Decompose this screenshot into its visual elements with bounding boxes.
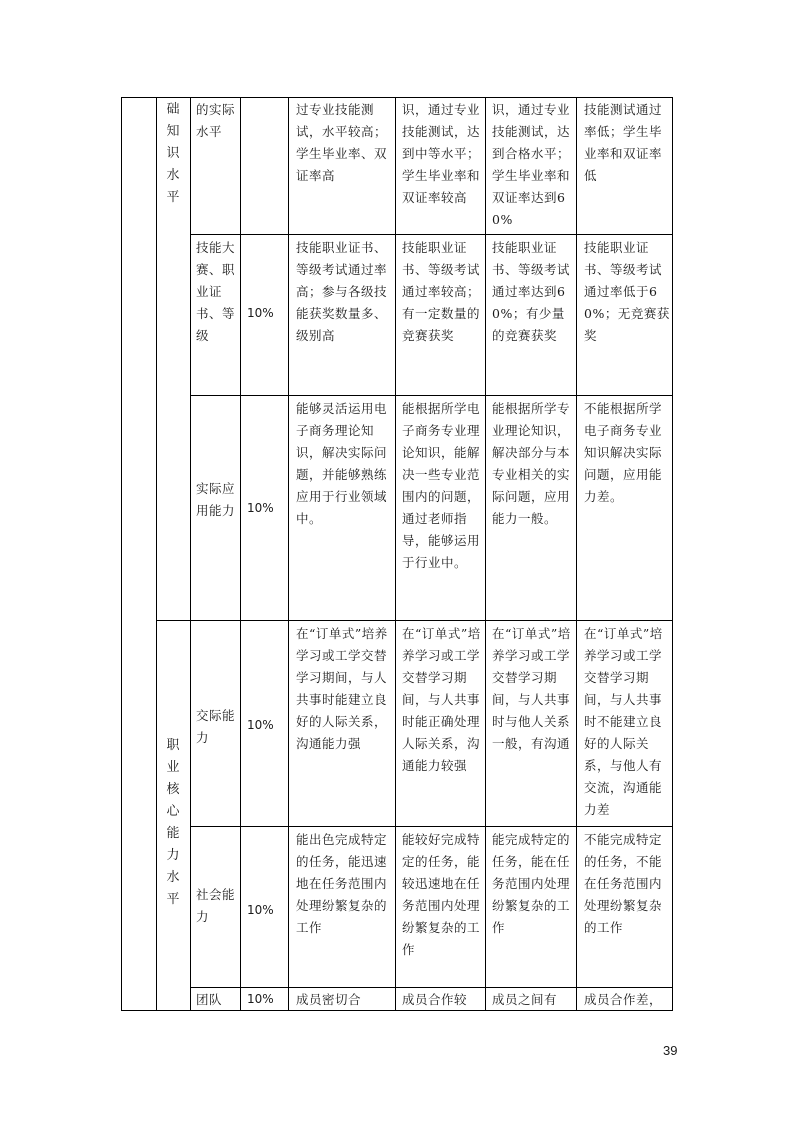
category-cell: 础知识水平 [166, 102, 180, 205]
good-cell: 技能职业证书、等级考试通过率较高；有一定数量的竞赛获奖 [402, 240, 481, 343]
hline-top [121, 97, 673, 98]
good-cell: 能较好完成特定的任务，能较迅速地在任务范围内处理纷繁复杂的工作 [402, 832, 481, 957]
vline-cat [156, 97, 157, 1011]
fail-cell: 不能根据所学电子商务专业知识解决实际问题，应用能力差。 [584, 401, 663, 504]
excellent-cell: 在“订单式”培养学习或工学交替学习期间，与人共事时能建立良好的人际关系，沟通能力强 [296, 626, 388, 751]
hline-2 [190, 395, 673, 396]
item-cell: 社会能力 [196, 887, 236, 924]
category-cell: 职业核心能力水平 [166, 738, 180, 907]
hline-3 [156, 620, 673, 621]
excellent-cell: 能够灵活运用电子商务理论知识，解决实际问题，并能够熟练应用于行业领域中。 [296, 401, 388, 526]
fail-cell: 在“订单式”培养学习或工学交替学习期间，与人共事时不能建立良好的人际关系，与他人有交流，沟通能力差 [584, 626, 663, 817]
excellent-cell: 能出色完成特定的任务，能迅速地在任务范围内处理纷繁复杂的工作 [296, 832, 388, 935]
pass-cell: 成员之间有 [492, 992, 558, 1007]
excellent-cell: 技能职业证书、等级考试通过率高；参与各级技能获奖数量多、级别高 [296, 240, 388, 343]
item-cell: 技能大赛、职业证书、等级 [196, 240, 236, 343]
good-cell: 成员合作较 [402, 992, 468, 1007]
fail-cell: 技能职业证书、等级考试通过率低于60%；无竞赛获奖 [584, 240, 670, 343]
excellent-cell: 成员密切合 [296, 992, 362, 1007]
pass-cell: 识，通过专业技能测试，达到合格水平；学生毕业率和双证率达到60% [492, 102, 571, 227]
weight-cell: 10% [247, 992, 274, 1006]
fail-cell: 成员合作差， [584, 992, 663, 1007]
pass-cell: 技能职业证书、等级考试通过率达到60%；有少量的竞赛获奖 [492, 240, 571, 343]
fail-cell: 不能完成特定的任务，不能在任务范围内处理纷繁复杂的工作 [584, 832, 663, 935]
hline-4 [190, 826, 673, 827]
item-cell: 的实际水平 [196, 102, 236, 139]
pass-cell: 能根据所学专业理论知识，解决部分与本专业相关的实际问题，应用能力一般。 [492, 401, 571, 526]
weight-cell: 10% [247, 501, 274, 515]
weight-cell: 10% [247, 903, 274, 917]
outer-frame [121, 97, 157, 1011]
item-cell: 团队 [196, 992, 223, 1007]
weight-cell: 10% [247, 718, 274, 732]
excellent-cell: 过专业技能测试，水平较高；学生毕业率、双证率高 [296, 102, 388, 183]
weight-cell: 10% [247, 306, 274, 320]
hline-5 [190, 987, 673, 988]
pass-cell: 在“订单式”培养学习或工学交替学习期间，与人共事时与他人关系一般，有沟通 [492, 626, 571, 751]
good-cell: 能根据所学电子商务专业理论知识，能解决一些专业范围内的问题，通过老师指导，能够运用于行业中。 [402, 401, 481, 570]
page-number: 39 [663, 1043, 678, 1058]
item-cell: 实际应用能力 [196, 481, 236, 518]
item-cell: 交际能力 [196, 708, 236, 745]
pass-cell: 能完成特定的任务，能在任务范围内处理纷繁复杂的工作 [492, 832, 571, 935]
good-cell: 在“订单式”培养学习或工学交替学习期间，与人共事时能正确处理人际关系，沟通能力较强 [402, 626, 481, 773]
hline-1 [190, 234, 673, 235]
good-cell: 识，通过专业技能测试，达到中等水平；学生毕业率和双证率较高 [402, 102, 481, 205]
fail-cell: 技能测试通过率低；学生毕业率和双证率低 [584, 102, 663, 183]
